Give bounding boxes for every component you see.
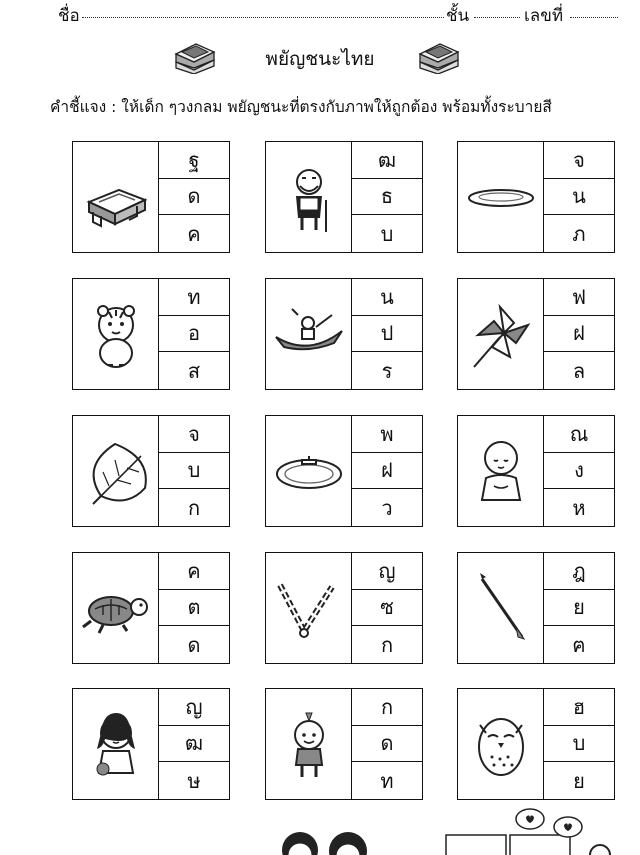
letter-choices bbox=[159, 279, 229, 389]
letter-choice[interactable]: อ bbox=[159, 316, 229, 353]
letter-choice[interactable]: ซ bbox=[352, 590, 422, 627]
letter-choice[interactable]: บ bbox=[380, 221, 394, 246]
letter-choice[interactable]: ฝ bbox=[352, 453, 422, 490]
instruction: คำชี้แจง : ให้เด็ก ๆวงกลม พยัญชนะที่ตรงกับภาพให้ถูกต้อง พร้อมทั้งระบายสี bbox=[50, 98, 552, 116]
matching-card bbox=[457, 278, 615, 390]
letter-choices bbox=[352, 279, 422, 389]
picture-cell bbox=[458, 689, 544, 799]
class-label: ชั้น bbox=[446, 6, 470, 26]
old-man-icon bbox=[272, 160, 346, 234]
matching-card bbox=[72, 415, 230, 527]
letter-choice[interactable]: ญ bbox=[159, 689, 229, 726]
spear-icon bbox=[464, 571, 538, 645]
matching-card bbox=[265, 415, 423, 527]
letter-choice[interactable]: ฎ bbox=[544, 553, 614, 590]
matching-card bbox=[457, 688, 615, 800]
letter-choice[interactable]: ง bbox=[544, 453, 614, 490]
letter-choices bbox=[544, 689, 614, 799]
letter-choices bbox=[544, 142, 614, 252]
woman-icon bbox=[79, 707, 153, 781]
letter-choice[interactable]: ต bbox=[159, 590, 229, 627]
chain-icon bbox=[272, 571, 346, 645]
name-label: ชื่อ bbox=[58, 6, 80, 26]
letter-choice[interactable]: ก bbox=[380, 632, 394, 657]
leaf-icon bbox=[79, 434, 153, 508]
letter-choice[interactable]: จ bbox=[544, 142, 614, 179]
letter-choices bbox=[352, 689, 422, 799]
letter-choice[interactable]: ค bbox=[187, 221, 201, 246]
tray-icon bbox=[272, 434, 346, 508]
matching-card bbox=[457, 141, 615, 253]
letter-choice[interactable]: ด bbox=[352, 726, 422, 763]
letter-choices bbox=[544, 553, 614, 663]
letter-choice[interactable]: ท bbox=[380, 768, 394, 793]
picture-cell bbox=[73, 416, 159, 526]
letter-choices bbox=[544, 416, 614, 526]
matching-card bbox=[72, 278, 230, 390]
picture-cell bbox=[266, 416, 352, 526]
letter-choices bbox=[159, 142, 229, 252]
letter-choice[interactable]: น bbox=[544, 179, 614, 216]
number-label: เลขที่ bbox=[524, 6, 564, 26]
letter-choice[interactable]: ฒ bbox=[352, 142, 422, 179]
letter-choice[interactable]: ธ bbox=[352, 179, 422, 216]
letter-choice[interactable]: ฐ bbox=[159, 142, 229, 179]
matching-card bbox=[265, 688, 423, 800]
matching-card bbox=[265, 552, 423, 664]
picture-cell bbox=[73, 142, 159, 252]
matching-card bbox=[72, 552, 230, 664]
letter-choice[interactable]: ภ bbox=[572, 221, 586, 246]
letter-choice[interactable]: ญ bbox=[352, 553, 422, 590]
letter-choice[interactable]: ท bbox=[159, 279, 229, 316]
letter-choice[interactable]: ค bbox=[159, 553, 229, 590]
number-line[interactable] bbox=[570, 17, 618, 18]
page-title: พยัญชนะไทย bbox=[265, 48, 375, 70]
letter-choice[interactable]: ณ bbox=[544, 416, 614, 453]
novice-monk-icon bbox=[464, 434, 538, 508]
picture-cell bbox=[266, 689, 352, 799]
letter-choice[interactable]: ก bbox=[352, 689, 422, 726]
letter-choices bbox=[544, 279, 614, 389]
tiger-icon bbox=[79, 297, 153, 371]
letter-choice[interactable]: ย bbox=[573, 768, 585, 793]
letter-choice[interactable]: ห bbox=[572, 495, 586, 520]
owl-icon bbox=[464, 707, 538, 781]
matching-card bbox=[72, 141, 230, 253]
matching-card bbox=[457, 552, 615, 664]
class-line[interactable] bbox=[474, 17, 520, 18]
picture-cell bbox=[458, 416, 544, 526]
letter-choice[interactable]: จ bbox=[159, 416, 229, 453]
books-icon bbox=[416, 38, 462, 74]
letter-choice[interactable]: ฒ bbox=[159, 726, 229, 763]
letter-choice[interactable]: ย bbox=[544, 590, 614, 627]
title-row bbox=[0, 38, 640, 78]
footer-decoration bbox=[0, 805, 640, 855]
letter-choice[interactable]: ษ bbox=[187, 768, 201, 793]
letter-choice[interactable]: ด bbox=[159, 179, 229, 216]
boat-icon bbox=[272, 297, 346, 371]
letter-choice[interactable]: ฅ bbox=[572, 632, 586, 657]
matching-card bbox=[72, 688, 230, 800]
letter-choice[interactable]: ฟ bbox=[544, 279, 614, 316]
picture-cell bbox=[458, 142, 544, 252]
letter-choices bbox=[159, 553, 229, 663]
picture-cell bbox=[458, 553, 544, 663]
table-icon bbox=[79, 160, 153, 234]
letter-choice[interactable]: พ bbox=[352, 416, 422, 453]
letter-choice[interactable]: ล bbox=[572, 358, 586, 383]
letter-choice[interactable]: ฝ bbox=[544, 316, 614, 353]
letter-choices bbox=[159, 416, 229, 526]
picture-cell bbox=[73, 279, 159, 389]
child-icon bbox=[272, 707, 346, 781]
letter-choice[interactable]: บ bbox=[544, 726, 614, 763]
picture-cell bbox=[73, 553, 159, 663]
pinwheel-icon bbox=[464, 297, 538, 371]
letter-choices bbox=[352, 142, 422, 252]
name-line[interactable] bbox=[82, 17, 444, 18]
matching-card bbox=[265, 141, 423, 253]
matching-card bbox=[265, 278, 423, 390]
letter-choice[interactable]: ว bbox=[381, 495, 393, 520]
letter-choice[interactable]: ร bbox=[381, 358, 393, 383]
letter-choice[interactable]: ด bbox=[187, 632, 201, 657]
picture-cell bbox=[266, 279, 352, 389]
picture-cell bbox=[73, 689, 159, 799]
header bbox=[0, 0, 640, 30]
letter-choices bbox=[352, 416, 422, 526]
matching-card bbox=[457, 415, 615, 527]
letter-choice[interactable]: ส bbox=[187, 358, 201, 383]
letter-choice[interactable]: ฮ bbox=[544, 689, 614, 726]
letter-choice[interactable]: บ bbox=[159, 453, 229, 490]
picture-cell bbox=[266, 142, 352, 252]
plate-icon bbox=[464, 160, 538, 234]
picture-cell bbox=[266, 553, 352, 663]
letter-choice[interactable]: น bbox=[352, 279, 422, 316]
turtle-icon bbox=[79, 571, 153, 645]
letter-choices bbox=[159, 689, 229, 799]
letter-choice[interactable]: ป bbox=[352, 316, 422, 353]
letter-choices bbox=[352, 553, 422, 663]
letter-choice[interactable]: ก bbox=[187, 495, 201, 520]
picture-cell bbox=[458, 279, 544, 389]
